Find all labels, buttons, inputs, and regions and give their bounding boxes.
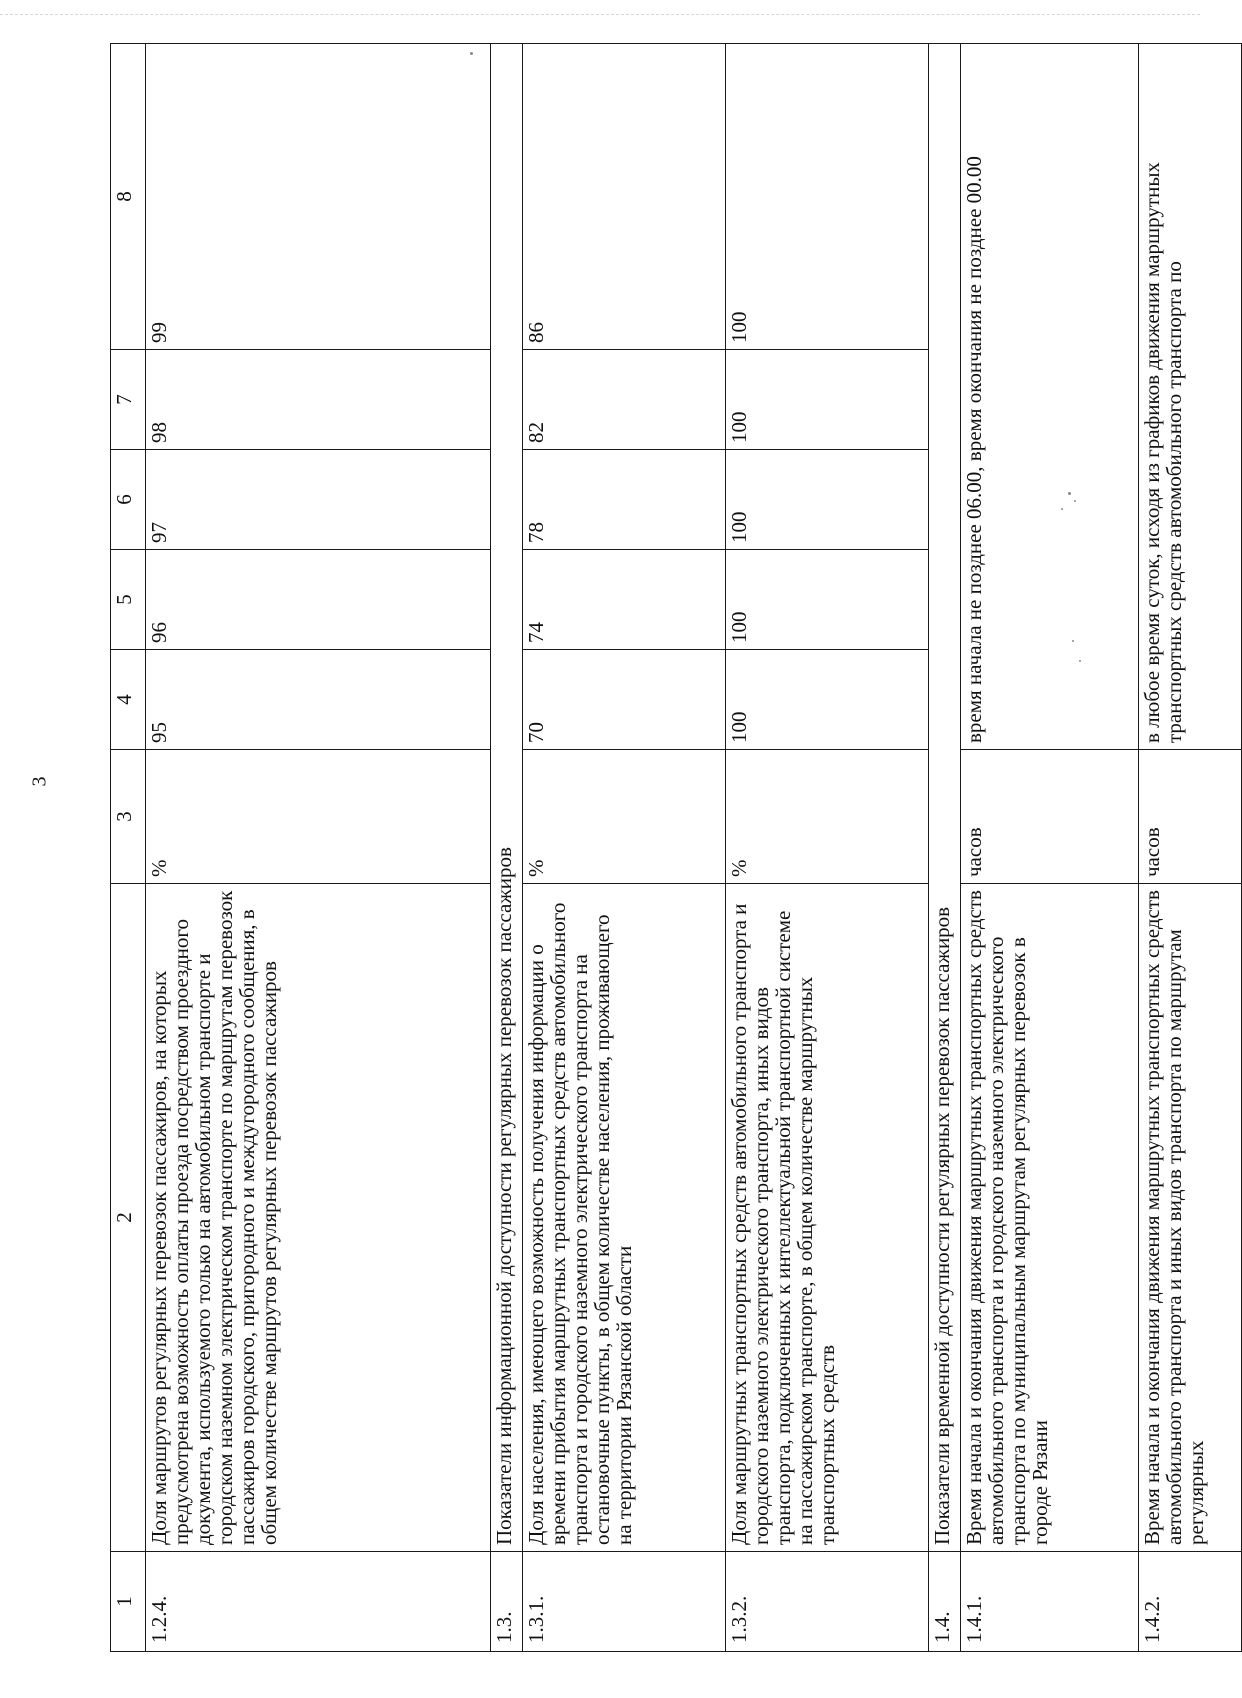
column-header: 5 bbox=[111, 550, 146, 650]
row-number: 1.2.4. bbox=[145, 1552, 491, 1652]
column-header: 3 bbox=[111, 750, 146, 884]
table-row bbox=[145, 44, 491, 1652]
table-row bbox=[960, 44, 1139, 1652]
section-title: Показатели информационной доступности регулярных перевозок пассажиров bbox=[491, 44, 523, 1552]
column-header: 2 bbox=[111, 884, 146, 1552]
table-row bbox=[523, 44, 726, 1652]
value-cell: 82 bbox=[523, 350, 726, 450]
row-number: 1.3.2. bbox=[725, 1552, 928, 1652]
section-row bbox=[928, 44, 960, 1652]
section-number: 1.3. bbox=[491, 1552, 523, 1652]
table-row bbox=[725, 44, 928, 1652]
table-row bbox=[1139, 44, 1242, 1652]
column-header: 4 bbox=[111, 650, 146, 750]
section-number: 1.4. bbox=[928, 1552, 960, 1652]
table-header-row bbox=[111, 44, 146, 1652]
indicator-description: Время начала и окончания движения маршрутных транспортных средств автомобильного транспорта и городского наземного электрического транспорта по муниципальным маршрутам регулярных перевозок в городе Рязани bbox=[960, 884, 1139, 1552]
rotated-table-frame bbox=[110, 44, 1242, 1652]
column-header: 7 bbox=[111, 350, 146, 450]
unit-cell: % bbox=[725, 750, 928, 884]
unit-cell: % bbox=[523, 750, 726, 884]
indicator-description: Доля маршрутных транспортных средств автомобильного транспорта и городского наземного электрического транспорта, иных видов транспорта, подключенных к интеллектуальной транспортной системе на пассажирском транспорте, в общем количестве маршрутных транспортных средств bbox=[725, 884, 928, 1552]
value-cell: 95 bbox=[145, 650, 491, 750]
indicator-description: Доля населения, имеющего возможность получения информации о времени прибытия маршрутных транспортных средств автомобильного транспорта и городского наземного электрического транспорта на остановочные пункты, в общем количестве населения, проживающего на территории Рязанской области bbox=[523, 884, 726, 1552]
unit-cell: часов bbox=[960, 750, 1139, 884]
unit-cell: часов bbox=[1139, 750, 1242, 884]
value-cell: 100 bbox=[725, 350, 928, 450]
section-row bbox=[491, 44, 523, 1652]
column-header: 8 bbox=[111, 44, 146, 350]
value-cell: 97 bbox=[145, 450, 491, 550]
indicator-description: Время начала и окончания движения маршрутных транспортных средств автомобильного транспорта и иных видов транспорта по маршрутам регулярных bbox=[1139, 884, 1242, 1552]
value-cell: 99 bbox=[145, 44, 491, 350]
page-number: 3 bbox=[28, 776, 51, 787]
value-cell: 74 bbox=[523, 550, 726, 650]
merged-value-cell: в любое время суток, исходя из графиков движения маршрутных транспортных средств автомобильного транспорта по bbox=[1139, 44, 1242, 750]
unit-cell: % bbox=[145, 750, 491, 884]
scan-artifact-line bbox=[0, 14, 1200, 15]
column-header: 1 bbox=[111, 1552, 146, 1652]
value-cell: 78 bbox=[523, 450, 726, 550]
value-cell: 100 bbox=[725, 450, 928, 550]
column-header: 6 bbox=[111, 450, 146, 550]
value-cell: 70 bbox=[523, 650, 726, 750]
value-cell: 100 bbox=[725, 650, 928, 750]
row-number: 1.4.1. bbox=[960, 1552, 1139, 1652]
indicators-table bbox=[110, 43, 1242, 1652]
indicator-description: Доля маршрутов регулярных перевозок пассажиров, на которых предусмотрена возможность оплаты проезда посредством проездного документа, используемого только на автомобильном транспорте и городском наземном электрическом транспорте по маршрутам перевозок пассажиров городского, пригородного и междугородного сообщения, в общем количестве маршрутов регулярных перевозок пассажиров bbox=[145, 884, 491, 1552]
value-cell: 86 bbox=[523, 44, 726, 350]
value-cell: 100 bbox=[725, 550, 928, 650]
row-number: 1.3.1. bbox=[523, 1552, 726, 1652]
row-number: 1.4.2. bbox=[1139, 1552, 1242, 1652]
value-cell: 100 bbox=[725, 44, 928, 350]
merged-value-cell: время начала не позднее 06.00, время окончания не позднее 00.00 bbox=[960, 44, 1139, 750]
section-title: Показатели временной доступности регулярных перевозок пассажиров bbox=[928, 44, 960, 1552]
value-cell: 96 bbox=[145, 550, 491, 650]
value-cell: 98 bbox=[145, 350, 491, 450]
